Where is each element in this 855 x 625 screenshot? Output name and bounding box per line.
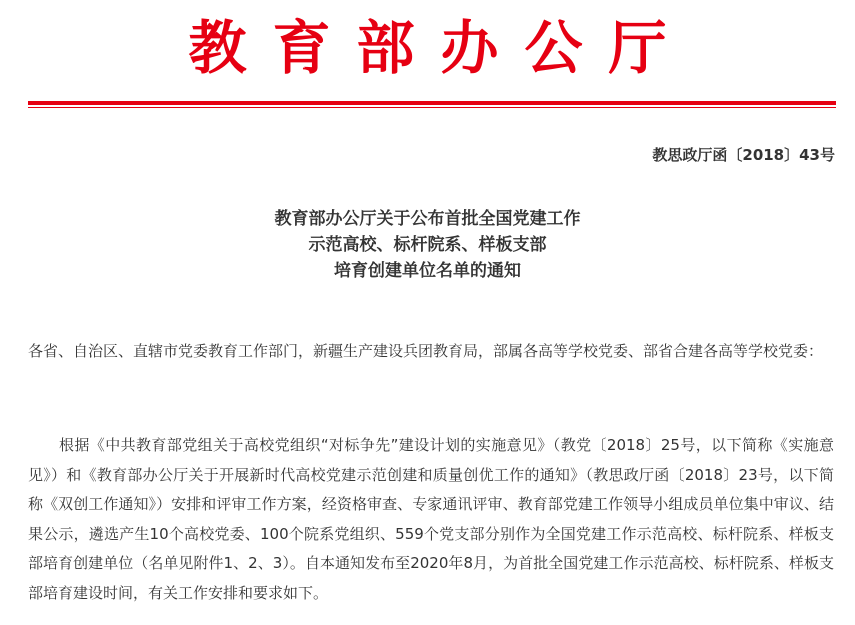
letterhead-org-name: 教育部办公厅: [188, 14, 693, 82]
body-paragraph: 根据《中共教育部党组关于高校党组织“对标争先”建设计划的实施意见》（教党〔2018〕25号，以下简称《实施意见》）和《教育部办公厅关于开展新时代高校党建示范创建和质量创优工作的通知》（教思政厅函〔2018〕23号，以下简称《双创工作通知》）安排和评审工作方案，经资格审查、专家通讯评审、教育部党建工作领导小组成员单位集中审议、结果公示，遴选产生10个高校党委、100个院系党组织、559个党支部分别作为全国党建工作示范高校、标杆院系、样板支部培育创建单位（名单见附件1、2、3）。自本通知发布至2020年8月，为首批全国党建工作示范高校、标杆院系、样板支部培育建设时间，有关工作安排和要求如下。: [28, 436, 834, 602]
addressee-paragraph: 各省、自治区、直辖市党委教育工作部门，新疆生产建设兵团教育局，部属各高等学校党委、部省合建各高等学校党委：: [28, 342, 824, 360]
letterhead-red-rule-thick: [28, 101, 836, 105]
notice-title: [0, 206, 855, 284]
notice-title-line-2: 示范高校、标杆院系、样板支部: [308, 235, 547, 255]
notice-title-line-3: 培育创建单位名单的通知: [334, 261, 521, 281]
notice-title-line-1: 教育部办公厅关于公布首批全国党建工作: [274, 209, 581, 229]
document-number: 教思政厅函〔2018〕43号: [652, 146, 835, 164]
letterhead-red-rule-thin: [28, 107, 836, 108]
